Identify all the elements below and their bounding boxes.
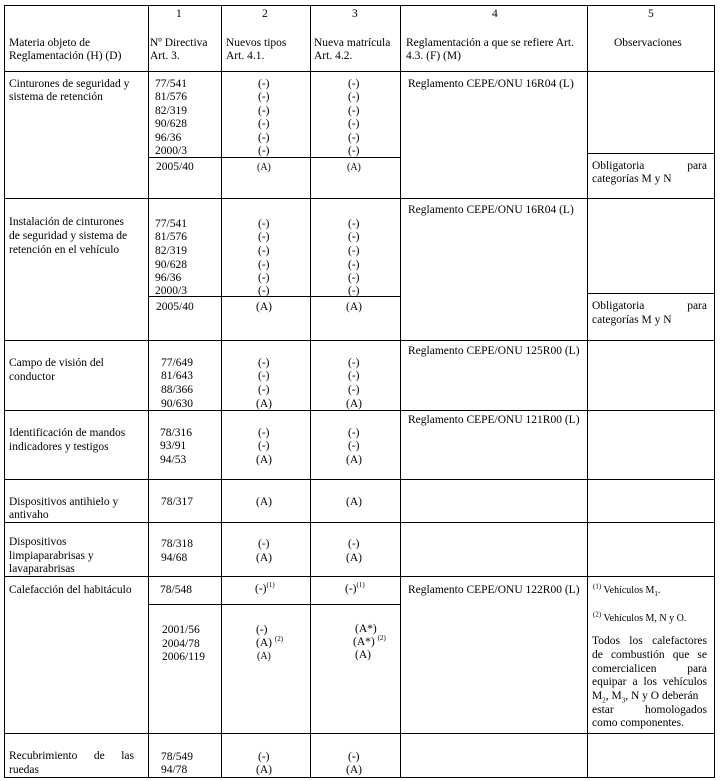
materia-text: de seguridad y sistema de: [9, 230, 128, 242]
directiva-number: 96/36: [155, 272, 182, 284]
subrow-line: [148, 604, 400, 605]
directiva-number: 96/36: [155, 132, 182, 144]
matricula-value: (-): [348, 751, 360, 763]
table-border-left: [4, 5, 5, 778]
column-divider: [310, 5, 311, 778]
header-reglamentacion: 4.3. (F) (M): [406, 50, 461, 62]
matricula-value: (A): [346, 764, 362, 776]
matricula-value: (-): [348, 272, 360, 284]
row-divider: [4, 198, 715, 199]
directiva-number: 94/68: [161, 552, 188, 564]
matricula-value: (-): [348, 245, 360, 257]
matricula-value: (A): [355, 649, 371, 661]
matricula-value: (-): [348, 285, 360, 297]
nuevos-value: (-): [258, 218, 270, 230]
matricula-value: (-): [348, 440, 360, 452]
matricula-value: (-): [348, 231, 360, 243]
matricula-value: (-): [348, 427, 360, 439]
nuevos-value: (-): [258, 145, 270, 157]
materia-text: Instalación de cinturones: [9, 216, 124, 228]
header-bottom-line: [4, 71, 715, 72]
table-border-right: [714, 5, 715, 778]
nuevos-value: (-): [258, 259, 270, 271]
matricula-value: (A): [346, 552, 362, 564]
matricula-value: (A*) $^{(2)}$: [353, 634, 386, 648]
materia-text: lavaparabrisas: [9, 563, 75, 575]
nuevos-value: (-): [258, 245, 270, 257]
matricula-value: (-): [348, 538, 360, 550]
reglamento-text: Reglamento CEPE/ONU 16R04 (L): [408, 78, 574, 90]
header-directiva: Nº Directiva: [150, 37, 208, 49]
nuevos-value: (-): [258, 105, 270, 117]
reglamento-text: Reglamento CEPE/ONU 16R04 (L): [408, 204, 574, 216]
directiva-number: 93/91: [160, 440, 187, 452]
materia-text: conductor: [9, 371, 55, 383]
row-divider: [4, 576, 715, 577]
matricula-value: $(-)^{(1)}$: [345, 581, 365, 595]
matricula-value: (-): [348, 357, 360, 369]
table-border-top: [4, 5, 715, 6]
directiva-number: 77/541: [155, 78, 187, 90]
column-divider: [221, 5, 222, 778]
directiva-number: 90/630: [161, 398, 193, 410]
directiva-number: 2000/3: [155, 285, 187, 297]
materia-text: Identificación de mandos: [9, 427, 126, 439]
observacion-text: estar homologados: [592, 704, 707, 716]
row-divider: [4, 340, 715, 341]
observacion-text: $M_2$, $M_3$, N y O deberán: [592, 690, 699, 705]
observacion-text: categorías M y N: [592, 314, 672, 326]
nuevos-value: (-): [258, 272, 270, 284]
observacion-text: Obligatoria para: [592, 300, 707, 312]
nuevos-value: (-): [258, 384, 270, 396]
column-number: 5: [648, 8, 654, 20]
directiva-number: 82/319: [155, 245, 187, 257]
nuevos-value: (-): [258, 427, 270, 439]
nuevos-value: (A): [257, 651, 271, 662]
column-number: 3: [352, 8, 358, 20]
column-number: 1: [176, 8, 182, 20]
materia-text: sistema de retención: [9, 91, 103, 103]
subrow-line: [587, 293, 715, 294]
footnote-2: $^{(2)}$ Vehículos M, N y O.: [593, 610, 687, 624]
directiva-number: 2000/3: [155, 145, 187, 157]
header-materia: Materia objeto de: [9, 37, 91, 49]
nuevos-value: (A): [256, 454, 272, 466]
table-border-bottom: [4, 777, 715, 778]
directiva-number: 78/316: [160, 427, 192, 439]
header-nueva-matricula: Nueva matrícula: [314, 37, 391, 49]
matricula-value: (-): [348, 218, 360, 230]
matricula-value: (-): [348, 132, 360, 144]
directiva-number: 2005/40: [156, 301, 194, 313]
column-number: 4: [492, 8, 498, 20]
nuevos-value: (-): [258, 285, 270, 297]
nuevos-value: (A): [256, 398, 272, 410]
directiva-number: 90/628: [155, 118, 187, 130]
directiva-number: 2006/119: [162, 651, 206, 663]
materia-text: retención en el vehículo: [9, 244, 120, 256]
nuevos-value: (A): [256, 496, 272, 508]
header-observaciones: Observaciones: [614, 37, 682, 49]
nuevos-value: (A): [257, 162, 271, 173]
matricula-value: (A): [346, 454, 362, 466]
nuevos-value: (-): [258, 132, 270, 144]
directiva-number: 78/548: [160, 584, 192, 596]
reglamento-text: Reglamento CEPE/ONU 121R00 (L): [408, 414, 580, 426]
matricula-value: (A): [346, 301, 362, 313]
directiva-number: 2005/40: [156, 161, 194, 173]
nuevos-value: (-): [258, 538, 270, 550]
directiva-number: 81/576: [155, 231, 187, 243]
directiva-number: 78/318: [161, 538, 193, 550]
subrow-line: [587, 153, 715, 154]
directiva-number: 77/649: [161, 357, 193, 369]
matricula-value: (A): [347, 162, 361, 173]
matricula-value: (A*): [355, 623, 377, 635]
matricula-value: (-): [348, 259, 360, 271]
nuevos-value: (A): [256, 552, 272, 564]
row-divider: [4, 733, 715, 734]
observacion-text: categorías M y N: [592, 173, 672, 185]
materia-text: Dispositivos: [9, 536, 67, 548]
nuevos-value: (-): [258, 370, 270, 382]
header-nueva-matricula: Art. 4.2.: [314, 50, 353, 62]
matricula-value: (-): [348, 78, 360, 90]
matricula-value: (-): [348, 384, 360, 396]
observacion-text: equipar a los vehículos: [592, 676, 707, 688]
nuevos-value: (A) $^{(2)}$: [256, 635, 284, 649]
directiva-number: 81/576: [155, 91, 187, 103]
matricula-value: (-): [348, 145, 360, 157]
materia-text: Calefacción del habitáculo: [9, 584, 132, 596]
directiva-number: 81/643: [161, 370, 193, 382]
matricula-value: (-): [348, 91, 360, 103]
directiva-number: 94/78: [161, 764, 188, 776]
nuevos-value: (-): [258, 231, 270, 243]
header-reglamentacion: Reglamentación a que se refiere Art.: [406, 37, 574, 49]
nuevos-value: $(-)^{(1)}$: [255, 581, 275, 595]
observacion-text: comercialicen para: [592, 663, 707, 675]
observacion-text: Obligatoria para: [592, 160, 707, 172]
matricula-value: (A): [346, 398, 362, 410]
column-number: 2: [262, 8, 268, 20]
directiva-number: 78/317: [161, 496, 193, 508]
column-divider: [400, 5, 401, 778]
column-divider: [148, 5, 149, 778]
directiva-number: 90/628: [155, 259, 187, 271]
nuevos-value: (-): [258, 91, 270, 103]
materia-text: limpiaparabrisas y: [9, 550, 94, 562]
reglamento-text: Reglamento CEPE/ONU 122R00 (L): [408, 584, 580, 596]
observacion-text: Todos los calefactores: [592, 635, 707, 647]
matricula-value: (-): [348, 118, 360, 130]
nuevos-value: (A): [256, 301, 272, 313]
directiva-number: 88/366: [161, 384, 193, 396]
directiva-number: 82/319: [155, 105, 187, 117]
materia-text: antivaho: [9, 509, 49, 521]
nuevos-value: (-): [258, 751, 270, 763]
nuevos-value: (-): [256, 624, 268, 636]
column-divider: [587, 5, 588, 778]
matricula-value: (-): [348, 105, 360, 117]
materia-text: ruedas: [9, 764, 40, 776]
materia-text: Dispositivos antihielo y: [9, 496, 119, 508]
directiva-number: 94/53: [160, 454, 187, 466]
nuevos-value: (-): [258, 118, 270, 130]
nuevos-value: (-): [258, 357, 270, 369]
row-divider: [4, 522, 715, 523]
materia-text: Cinturones de seguridad y: [9, 78, 130, 90]
nuevos-value: (A): [256, 764, 272, 776]
header-materia: Reglamentación (H) (D): [9, 50, 122, 62]
reglamento-text: Reglamento CEPE/ONU 125R00 (L): [408, 345, 580, 357]
directiva-number: 77/541: [155, 218, 187, 230]
materia-text: indicadores y testigos: [9, 441, 109, 453]
observacion-text: de combustión que se: [592, 649, 707, 661]
nuevos-value: (-): [258, 440, 270, 452]
materia-text: Recubrimiento de las: [9, 750, 134, 762]
directiva-number: 2001/56: [162, 624, 200, 636]
observacion-text: como componentes.: [592, 717, 684, 729]
directiva-number: 2004/78: [162, 638, 200, 650]
footnote-1: $^{(1)}$ Vehículos $M_1$.: [593, 582, 661, 598]
matricula-value: (-): [348, 370, 360, 382]
matricula-value: (A): [346, 496, 362, 508]
header-nuevos-tipos: Art. 4.1.: [226, 50, 265, 62]
header-nuevos-tipos: Nuevos tipos: [226, 37, 287, 49]
materia-text: Campo de visión del: [9, 357, 104, 369]
nuevos-value: (-): [258, 78, 270, 90]
row-divider: [4, 479, 715, 480]
directiva-number: 78/549: [161, 751, 193, 763]
header-directiva: Art. 3.: [150, 50, 180, 62]
